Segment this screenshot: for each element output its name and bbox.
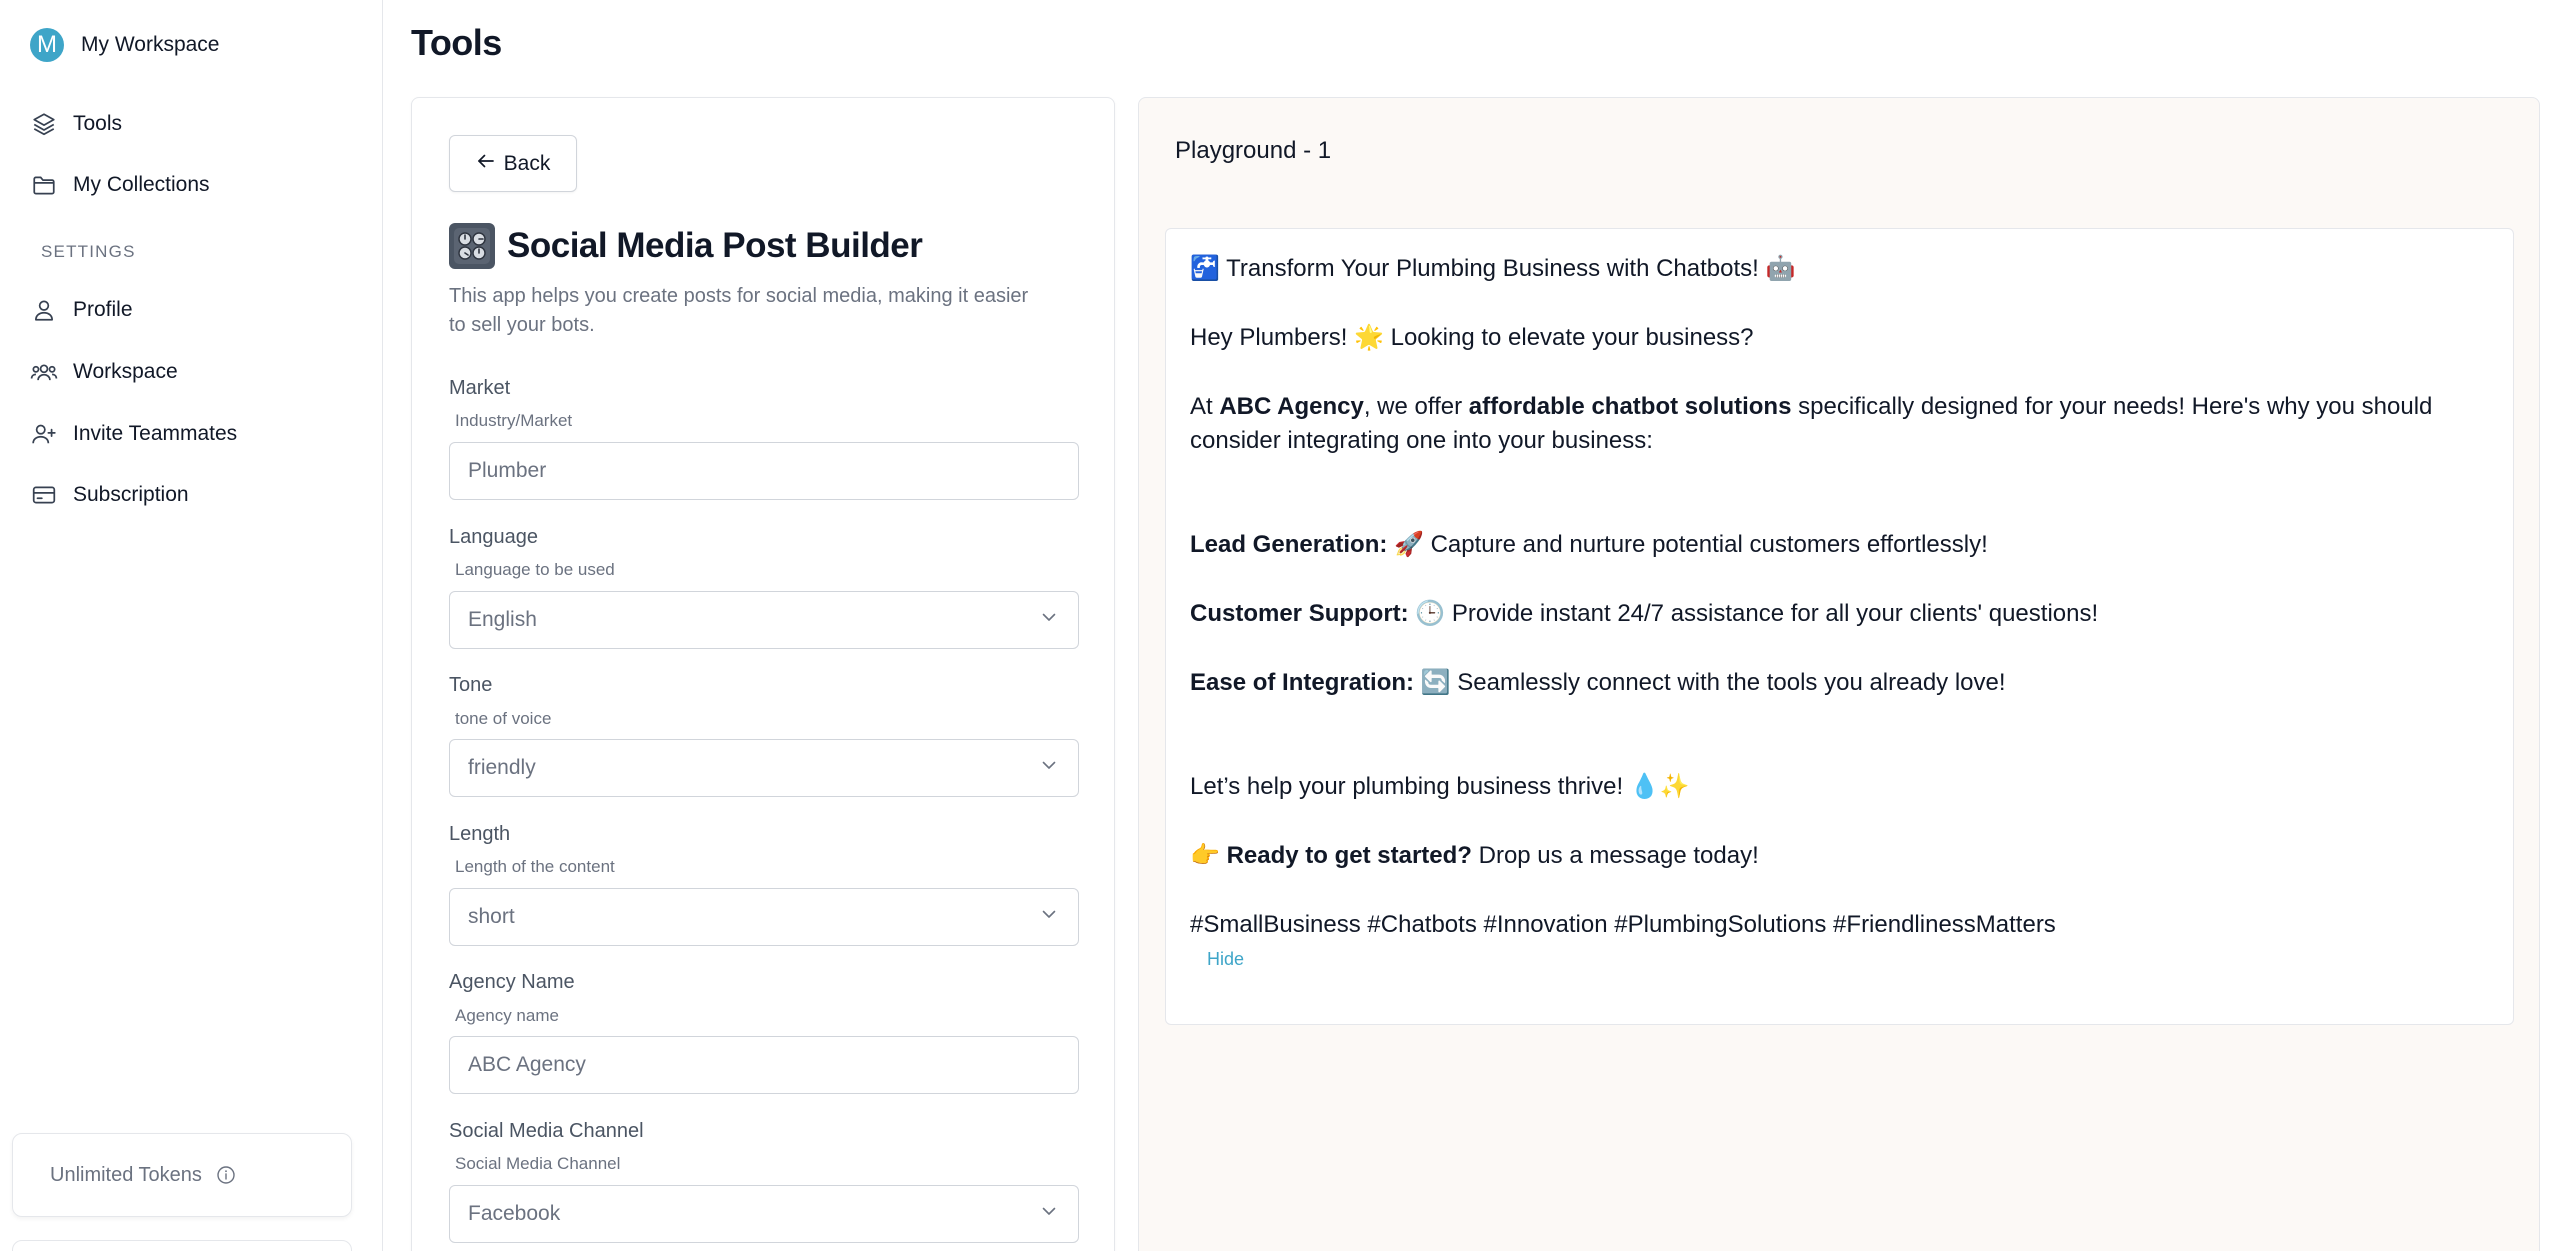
layers-icon [30,110,58,138]
output-headline: 🚰 Transform Your Plumbing Business with Chatbots! 🤖 [1190,255,1796,282]
sidebar-item-label: Profile [73,298,133,321]
cta-prefix: 👉 [1190,842,1227,869]
control-knobs-icon [449,223,495,269]
output-intro [1190,390,2490,458]
field-help-length: Length of the content [455,857,615,876]
benefit-title: Ease of Integration: [1190,669,1415,696]
field-help-market: Industry/Market [455,411,573,430]
language-select[interactable] [449,591,1079,649]
settings-section-heading: SETTINGS [41,242,136,261]
sidebar-item-label: Workspace [73,360,178,383]
tool-form-panel [411,97,1115,1251]
folder-icon [30,171,58,199]
workspace-switcher[interactable] [30,28,219,62]
length-select[interactable] [449,888,1079,946]
field-help-tone: tone of voice [455,709,552,728]
output-benefit [1190,597,2490,631]
agency-name-input-value: ABC Agency [468,1053,586,1076]
output-hashtags: #SmallBusiness #Chatbots #Innovation #PlumbingSolutions #FriendlinessMatters [1190,911,2056,938]
benefit-title: Lead Generation: [1190,531,1388,558]
output-greeting: Hey Plumbers! 🌟 Looking to elevate your business? [1190,324,1754,351]
tone-select-value: friendly [468,756,536,779]
app-title: Social Media Post Builder [507,226,923,265]
chevron-down-icon [1038,903,1060,931]
market-input[interactable] [449,442,1079,500]
info-icon[interactable] [216,1165,236,1185]
playground-panel [1138,97,2540,1251]
language-select-value: English [468,608,537,631]
workspace-name: My Workspace [81,33,220,56]
intro-suffix: specifically designed for your needs! Here's why you should consider integrating one into your business: [1190,393,2433,454]
sidebar-item-label: Tools [73,112,123,135]
field-label-length: Length [449,823,511,845]
back-button[interactable] [449,135,577,192]
intro-bold: affordable chatbot solutions [1468,393,1792,420]
social-media-channel-select-value: Facebook [468,1202,561,1225]
users-icon [30,358,58,386]
credit-card-icon [30,481,58,509]
agency-name-input[interactable] [449,1036,1079,1094]
cta-suffix: Drop us a message today! [1471,842,1759,869]
sidebar-item-subscription[interactable] [30,475,189,515]
app-description: This app helps you create posts for social media, making it easier to sell your bots. [449,285,1029,336]
page-title: Tools [411,22,502,63]
benefit-text: 🕒 Provide instant 24/7 assistance for all your clients' questions! [1408,600,2099,627]
field-label-social-media-channel: Social Media Channel [449,1120,644,1142]
sidebar-item-profile[interactable] [30,290,133,330]
sidebar-bottom-card [12,1240,352,1251]
field-label-market: Market [449,377,511,399]
sidebar-item-label: Invite Teammates [73,422,238,445]
app-header [449,223,922,269]
tokens-label: Unlimited Tokens [50,1163,202,1186]
field-label-language: Language [449,526,538,548]
intro-mid: , we offer [1363,393,1469,420]
sidebar-item-workspace[interactable] [30,352,178,392]
sidebar-item-my-collections[interactable] [30,165,210,205]
generated-output-card [1165,228,2514,1025]
field-help-agency-name: Agency name [455,1006,559,1025]
market-input-value: Plumber [468,459,547,482]
social-media-channel-select[interactable] [449,1185,1079,1243]
intro-agency: ABC Agency [1219,393,1364,420]
output-benefit [1190,528,2490,562]
sidebar-item-label: Subscription [73,483,189,506]
back-button-label: Back [503,151,551,175]
output-benefit [1190,666,2490,700]
benefit-text: 🔄 Seamlessly connect with the tools you already love! [1414,669,2006,696]
token-usage-card [12,1133,352,1217]
output-closing: Let’s help your plumbing business thrive! 💧✨ [1190,773,1690,800]
playground-title: Playground - 1 [1175,137,1332,164]
field-label-agency-name: Agency Name [449,971,575,993]
benefit-text: 🚀 Capture and nurture potential customers effortlessly! [1387,531,1988,558]
chevron-down-icon [1038,606,1060,634]
arrow-left-icon [476,151,496,176]
user-icon [30,296,58,324]
cta-bold: Ready to get started? [1226,842,1472,869]
sidebar-item-invite-teammates[interactable] [30,414,237,454]
sidebar-item-label: My Collections [73,173,210,196]
chevron-down-icon [1038,1200,1060,1228]
tone-select[interactable] [449,739,1079,797]
benefit-title: Customer Support: [1190,600,1409,627]
sidebar-item-tools[interactable] [30,104,122,144]
field-label-tone: Tone [449,674,493,696]
workspace-avatar: M [30,28,64,62]
field-help-language: Language to be used [455,560,615,579]
user-plus-icon [30,420,58,448]
length-select-value: short [468,905,515,928]
hide-output-link[interactable]: Hide [1207,949,1245,969]
output-cta [1190,839,2490,873]
sidebar [0,0,383,1251]
chevron-down-icon [1038,754,1060,782]
field-help-social-media-channel: Social Media Channel [455,1154,621,1173]
intro-prefix: At [1190,393,1220,420]
